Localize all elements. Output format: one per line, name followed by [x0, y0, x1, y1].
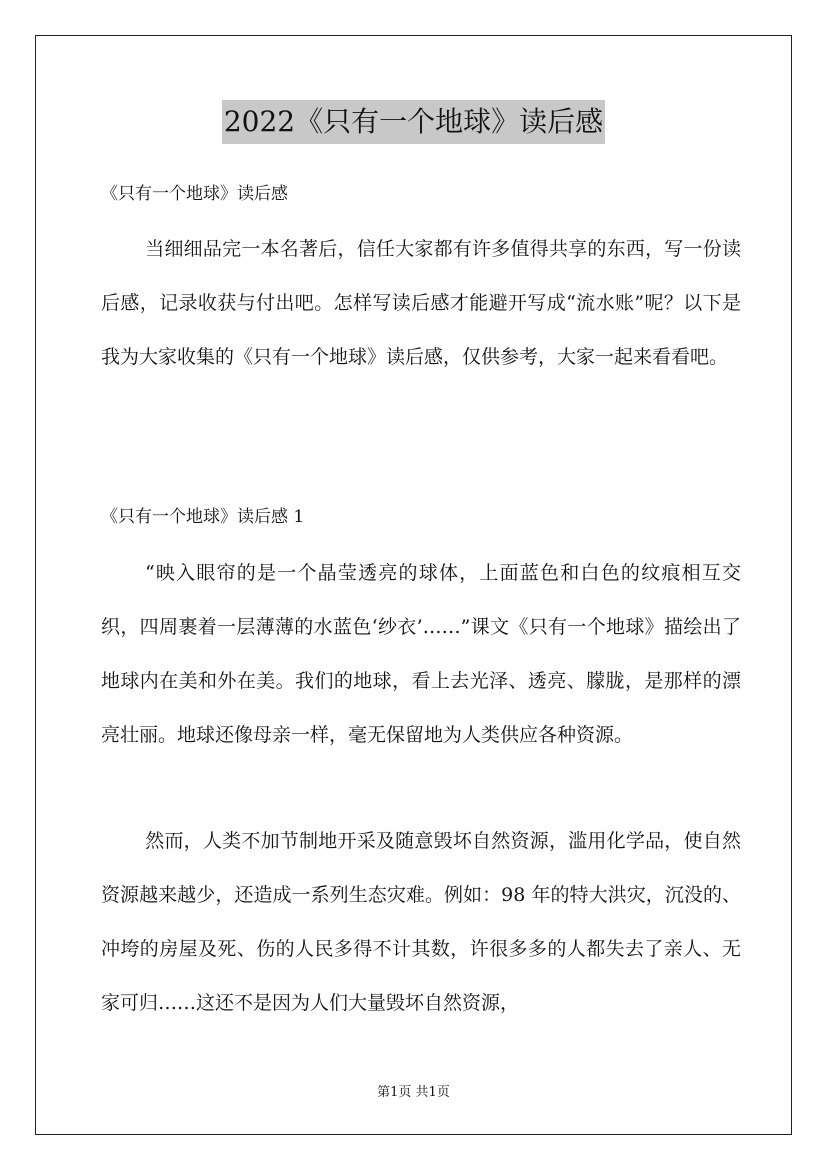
- body-paragraph-2: [101, 814, 741, 1030]
- document-title: 2022《只有一个地球》读后感: [222, 100, 605, 144]
- body-paragraph-1: [101, 546, 741, 762]
- intro-paragraph: [101, 222, 741, 384]
- title-container: [0, 100, 827, 144]
- body-paragraph-2-text: 然而，人类不加节制地开采及随意毁坏自然资源，滥用化学品，使自然资源越来越少，还造成一系列生态灾难。例如：98 年的特大洪灾，沉没的、冲垮的房屋及死、伤的人民多得不计其数，许很多多的人都失去了亲人、无家可归……这还不是因为人们大量毁坏自然资源，: [101, 830, 741, 1014]
- intro-paragraph-text: 当细细品完一本名著后，信任大家都有许多值得共享的东西，写一份读后感，记录收获与付出吧。怎样写读后感才能避开写成“流水账”呢？以下是我为大家收集的《只有一个地球》读后感，仅供参考，大家一起来看看吧。: [101, 238, 741, 368]
- document-subtitle: 《只有一个地球》读后感: [101, 184, 288, 204]
- page-footer: [0, 1084, 827, 1102]
- page-number: 第1页 共1页: [377, 1085, 450, 1100]
- body-paragraph-1-text: “映入眼帘的是一个晶莹透亮的球体，上面蓝色和白色的纹痕相互交织，四周裹着一层薄薄的水蓝色‘纱衣’……”课文《只有一个地球》描绘出了地球内在美和外在美。我们的地球，看上去光泽、透亮、朦胧，是那样的漂亮壮丽。地球还像母亲一样，毫无保留地为人类供应各种资源。: [101, 562, 741, 746]
- section-heading: 《只有一个地球》读后感 1: [101, 507, 305, 527]
